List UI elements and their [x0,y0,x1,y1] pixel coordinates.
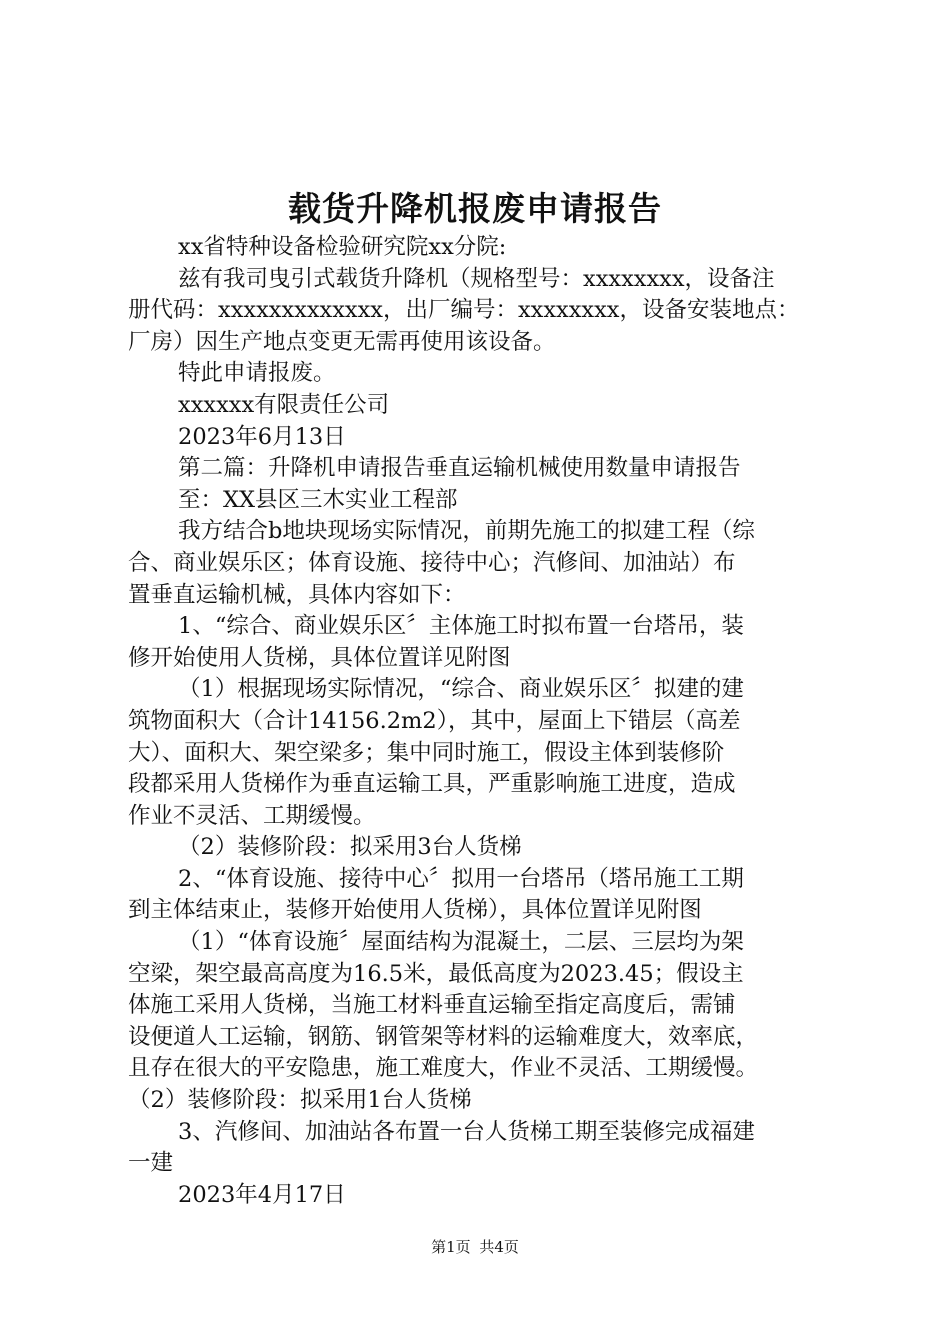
paragraph-line: 一建 [128,1150,174,1177]
paragraph-line: 作业不灵活、工期缓慢。 [128,802,376,829]
date-line: 2023年4月17日 [178,1181,346,1208]
paragraph-line: 我方结合b地块现场实际情况，前期先施工的拟建工程（综 [178,518,755,545]
paragraph-line: 3、汽修间、加油站各布置一台人货梯工期至装修完成福建 [178,1118,755,1145]
date-line: 2023年6月13日 [178,423,346,450]
company-name: xxxxxx有限责任公司 [178,391,390,418]
page-number: 第1页 [431,1238,471,1256]
addressee-line: xx省特种设备检验研究院xx分院: [178,234,507,260]
paragraph-line: 修开始使用人货梯，具体位置详见附图 [128,644,511,671]
paragraph-line: 1、“综合、商业娱乐区〞主体施工时拟布置一台塔吊，装 [178,613,744,640]
paragraph-line: 大）、面积大、架空梁多；集中同时施工，假设主体到装修阶 [128,739,725,766]
paragraph-line: 筑物面积大（合计14156.2m2），其中，屋面上下错层（高差 [128,707,741,734]
paragraph-line: （1）“体育设施〞屋面结构为混凝土，二层、三层均为架 [178,929,744,956]
paragraph-line: 兹有我司曳引式载货升降机（规格型号：xxxxxxxx，设备注 [178,265,775,292]
paragraph-line: （1）根据现场实际情况，“综合、商业娱乐区〞拟建的建 [178,676,744,703]
paragraph-line: 设便道人工运输，钢筋、钢管架等材料的运输难度大，效率底， [128,1023,759,1050]
page-footer [0,1237,950,1257]
paragraph-line: 到主体结束止，装修开始使用人货梯），具体位置详见附图 [128,897,702,924]
paragraph-line: （2）装修阶段：拟采用3台人货梯 [178,834,522,861]
paragraph-line: 厂房）因生产地点变更无需再使用该设备。 [128,328,556,355]
paragraph-line: 且存在很大的平安隐患，施工难度大，作业不灵活、工期缓慢。 [128,1055,759,1082]
paragraph-line: （2）装修阶段：拟采用1台人货梯 [128,1087,472,1114]
paragraph-line: 合、商业娱乐区；体育设施、接待中心；汽修间、加油站）布 [128,549,736,576]
paragraph-line: 置垂直运输机械，具体内容如下： [128,581,466,608]
paragraph-line: 空梁，架空最高高度为16.5米，最低高度为2023.45；假设主 [128,960,744,987]
document-title: 载货升降机报废申请报告 [288,189,662,228]
document-body [128,232,848,1211]
page-total: 共4页 [479,1238,519,1256]
addressee-line: 至：XX县区三木实业工程部 [178,486,458,513]
paragraph-line: 2、“体育设施、接待中心〞拟用一台塔吊（塔吊施工工期 [178,865,744,892]
paragraph-line: 册代码：xxxxxxxxxxxxx，出厂编号：xxxxxxxx，设备安装地点： [128,297,800,324]
paragraph-line: 体施工采用人货梯，当施工材料垂直运输至指定高度后，需铺 [128,992,736,1019]
paragraph-line: 特此申请报废。 [178,360,336,387]
paragraph-line: 段都采用人货梯作为垂直运输工具，严重影响施工进度，造成 [128,771,736,798]
section-heading: 第二篇：升降机申请报告垂直运输机械使用数量申请报告 [178,455,741,482]
